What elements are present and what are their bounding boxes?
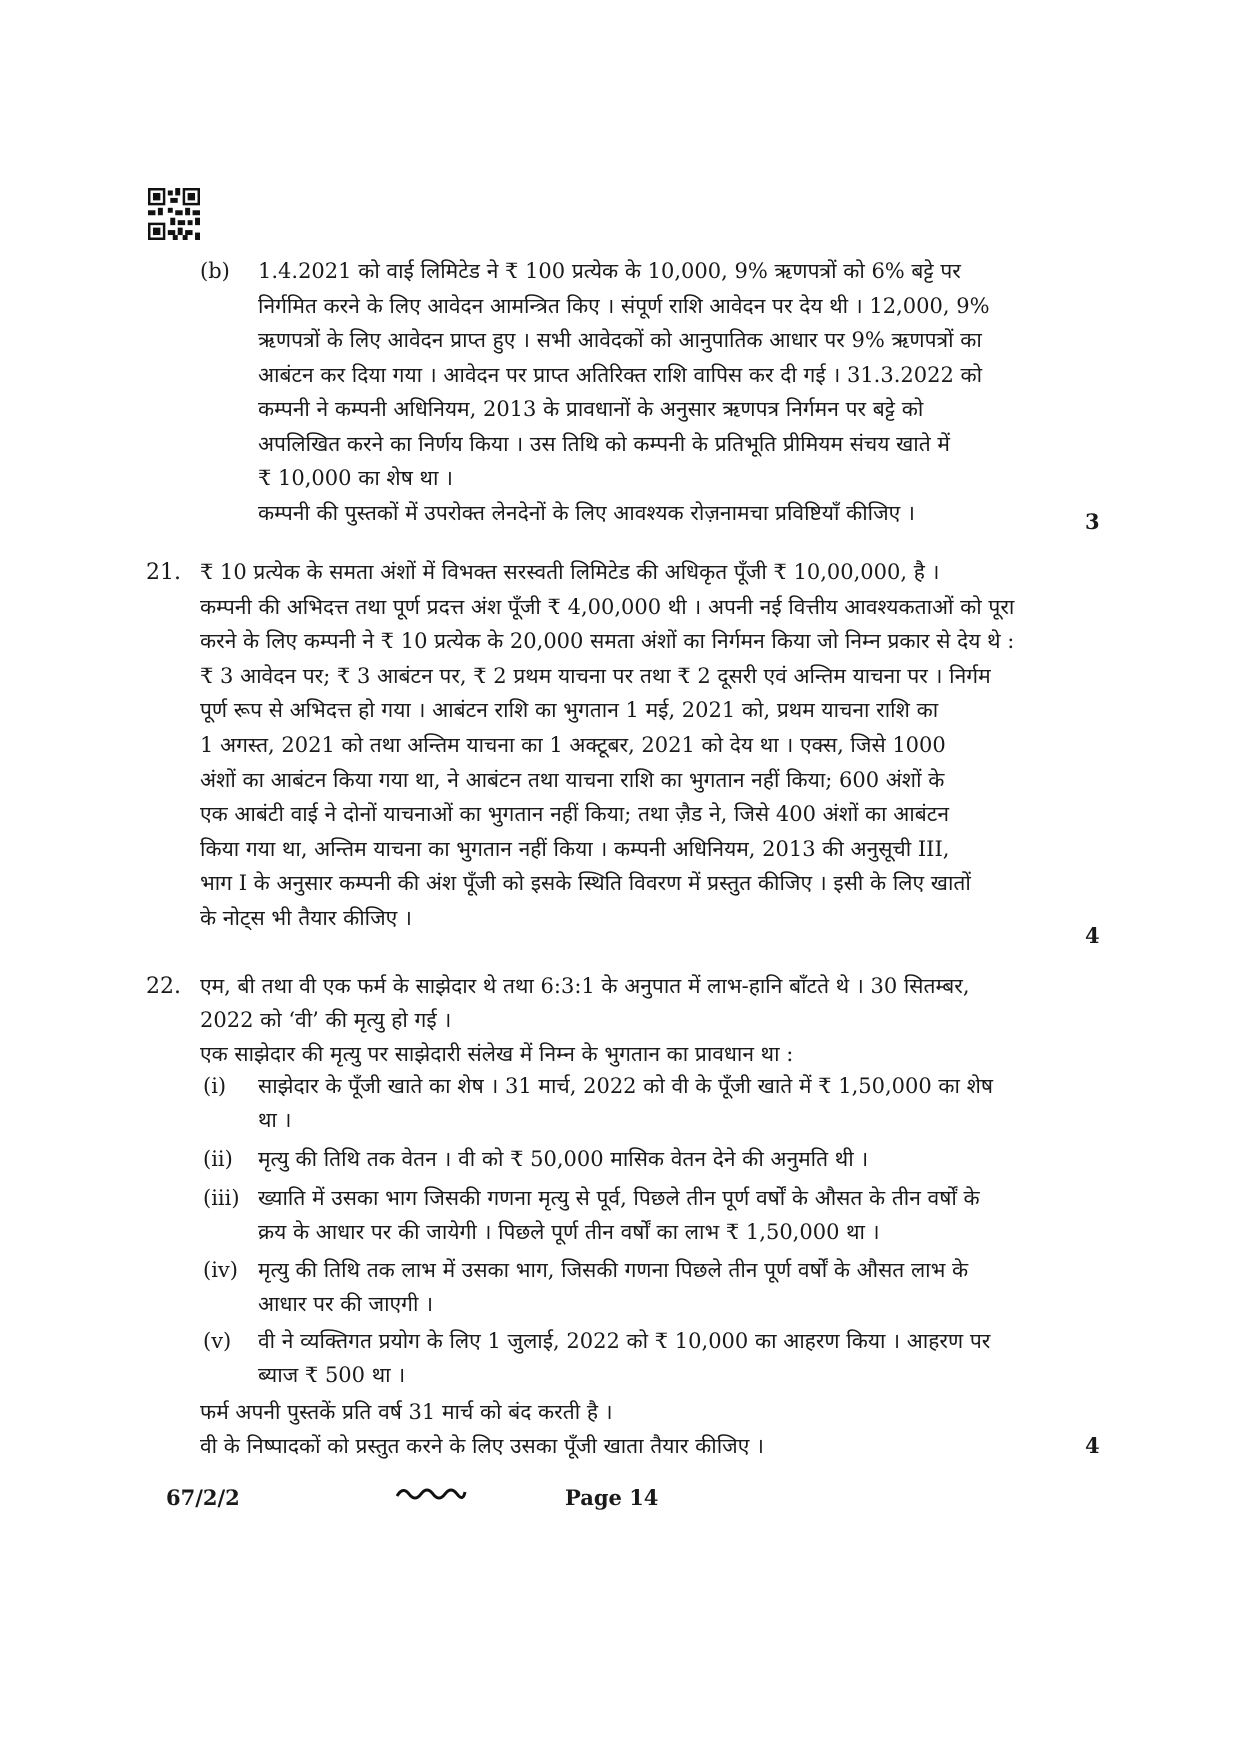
text-line: के नोट्स भी तैयार कीजिए ।	[200, 905, 412, 930]
text-line: ख्याति में उसका भाग जिसकी गणना मृत्यु से पूर्व, पिछले तीन पूर्ण वर्षों के औसत के तीन वर्षों के	[258, 1186, 980, 1210]
text-line: 2022 को ‘वी’ की मृत्यु हो गई ।	[200, 1008, 452, 1032]
qr-code-icon	[148, 188, 200, 240]
text-line: अपलिखित करने का निर्णय किया । उस तिथि को कम्पनी के प्रतिभूति प्रीमियम संचय खाते में	[258, 431, 950, 456]
text-line: वी ने व्यक्तिगत प्रयोग के लिए 1 जुलाई, 2022 को ₹ 10,000 का आहरण किया । आहरण पर	[258, 1329, 991, 1353]
text-line: वी के निष्पादकों को प्रस्तुत करने के लिए उसका पूँजी खाता तैयार कीजिए ।	[200, 1434, 764, 1458]
subitem-label: (iii)	[203, 1186, 240, 1210]
text-line: ₹ 10 प्रत्येक के समता अंशों में विभक्त सरस्वती लिमिटेड की अधिकृत पूँजी ₹ 10,00,000, है ।	[200, 560, 940, 584]
text-line: कम्पनी की पुस्तकों में उपरोक्त लेनदेनों के लिए आवश्यक रोज़नामचा प्रविष्टियाँ कीजिए ।	[258, 500, 915, 525]
text-line: मृत्यु की तिथि तक लाभ में उसका भाग, जिसकी गणना पिछले तीन पूर्ण वर्षों के औसत लाभ के	[258, 1258, 969, 1282]
wave-tilde-icon	[395, 1482, 467, 1506]
subitem-text	[258, 1324, 1050, 1392]
text-line: निर्गमित करने के लिए आवेदन आमन्त्रित किए । संपूर्ण राशि आवेदन पर देय थी । 12,000, 9%	[258, 293, 990, 318]
subitem-label: (i)	[203, 1074, 227, 1098]
text-line: एम, बी तथा वी एक फर्म के साझेदार थे तथा 6:3:1 के अनुपात में लाभ-हानि बाँटते थे । 30 सितम्बर,	[200, 974, 970, 998]
subitem-label: (v)	[203, 1329, 232, 1353]
question-intro	[200, 969, 1050, 1071]
question-text	[258, 254, 1048, 530]
text-line: क्रय के आधार पर की जायेगी । पिछले पूर्ण तीन वर्षों का लाभ ₹ 1,50,000 था ।	[258, 1220, 880, 1244]
subitem-label: (ii)	[203, 1147, 233, 1171]
question-text	[200, 555, 1050, 936]
text-line: 1.4.2021 को वाई लिमिटेड ने ₹ 100 प्रत्येक के 10,000, 9% ऋणपत्रों को 6% बट्टे पर	[258, 259, 961, 283]
subitem-label: (iv)	[203, 1258, 238, 1282]
text-line: एक आबंटी वाई ने दोनों याचनाओं का भुगतान नहीं किया; तथा ज़ैड ने, जिसे 400 अंशों का आबंटन	[200, 802, 949, 827]
text-line: मृत्यु की तिथि तक वेतन । वी को ₹ 50,000 मासिक वेतन देने की अनुमति थी ।	[258, 1147, 869, 1171]
subitem-text	[258, 1142, 1050, 1176]
question-number: 22.	[146, 974, 181, 999]
text-line: कम्पनी की अभिदत्त तथा पूर्ण प्रदत्त अंश पूँजी ₹ 4,00,000 थी । अपनी नई वित्तीय आवश्यकताओं को पूरा	[200, 594, 1015, 619]
marks-label: 3	[1085, 509, 1100, 534]
marks-label: 4	[1085, 923, 1100, 948]
text-line: भाग I के अनुसार कम्पनी की अंश पूँजी को इसके स्थिति विवरण में प्रस्तुत कीजिए । इसी के लिए खातों	[200, 871, 971, 896]
text-line: किया गया था, अन्तिम याचना का भुगतान नहीं किया । कम्पनी अधिनियम, 2013 की अनुसूची III,	[200, 836, 950, 861]
question-label: (b)	[200, 259, 230, 283]
text-line: करने के लिए कम्पनी ने ₹ 10 प्रत्येक के 20,000 समता अंशों का निर्गमन किया जो निम्न प्रकार से देय थे :	[200, 629, 1015, 654]
text-line: आबंटन कर दिया गया । आवेदन पर प्राप्त अतिरिक्त राशि वापिस कर दी गई । 31.3.2022 को	[258, 362, 983, 387]
text-line: ₹ 10,000 का शेष था ।	[258, 466, 454, 490]
paper-code: 67/2/2	[166, 1485, 240, 1510]
text-line: कम्पनी ने कम्पनी अधिनियम, 2013 के प्रावधानों के अनुसार ऋणपत्र निर्गमन पर बट्टे को	[258, 397, 924, 421]
text-line: फर्म अपनी पुस्तकें प्रति वर्ष 31 मार्च को बंद करती है ।	[200, 1400, 613, 1424]
text-line: था ।	[258, 1108, 292, 1132]
subitem-text	[258, 1253, 1050, 1321]
subitem-text	[258, 1181, 1050, 1249]
text-line: ऋणपत्रों के लिए आवेदन प्राप्त हुए । सभी आवेदकों को आनुपातिक आधार पर 9% ऋणपत्रों का	[258, 328, 982, 352]
text-line: अंशों का आबंटन किया गया था, ने आबंटन तथा याचना राशि का भुगतान नहीं किया; 600 अंशों के	[200, 767, 945, 792]
text-line: 1 अगस्त, 2021 को तथा अन्तिम याचना का 1 अक्टूबर, 2021 को देय था । एक्स, जिसे 1000	[200, 732, 946, 757]
text-line: आधार पर की जाएगी ।	[258, 1292, 434, 1316]
marks-label: 4	[1085, 1433, 1100, 1458]
text-line: एक साझेदार की मृत्यु पर साझेदारी संलेख में निम्न के भुगतान का प्रावधान था :	[200, 1042, 794, 1066]
text-line: ₹ 3 आवेदन पर; ₹ 3 आबंटन पर, ₹ 2 प्रथम याचना पर तथा ₹ 2 दूसरी एवं अन्तिम याचना पर । निर्गम	[200, 663, 991, 688]
subitem-text	[258, 1069, 1050, 1137]
question-number: 21.	[146, 560, 181, 585]
question-outro	[200, 1395, 1050, 1463]
text-line: ब्याज ₹ 500 था ।	[258, 1363, 406, 1387]
text-line: पूर्ण रूप से अभिदत्त हो गया । आबंटन राशि का भुगतान 1 मई, 2021 को, प्रथम याचना राशि का	[200, 698, 939, 723]
page-number: Page 14	[565, 1485, 659, 1510]
text-line: साझेदार के पूँजी खाते का शेष । 31 मार्च, 2022 को वी के पूँजी खाते में ₹ 1,50,000 का शेष	[258, 1074, 994, 1098]
